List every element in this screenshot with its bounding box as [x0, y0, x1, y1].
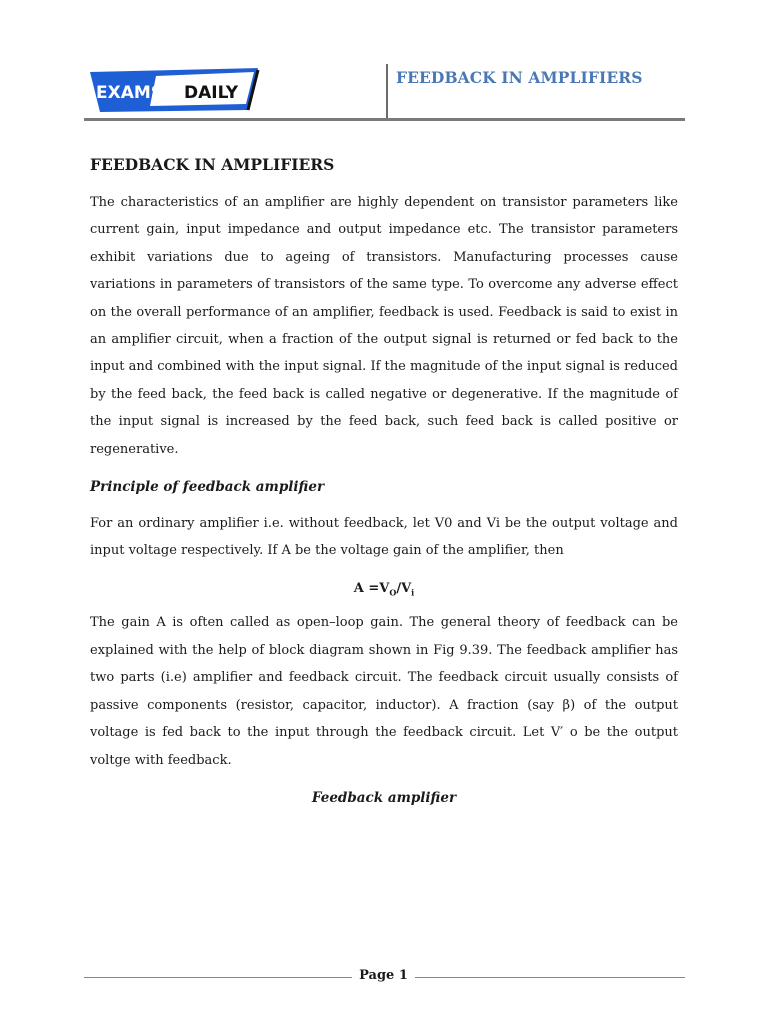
page-number: Page 1 [359, 968, 408, 983]
footer-line-left [84, 977, 352, 978]
equation-sub-i: i [411, 587, 415, 598]
section-subheading: Principle of feedback amplifier [90, 479, 325, 496]
equation-sub-o: O [389, 587, 397, 598]
svg-text:DAILY: DAILY [184, 83, 239, 103]
equation-lhs: A =V [353, 580, 390, 596]
document-title: FEEDBACK IN AMPLIFIERS [90, 155, 335, 174]
paragraph-intro: The characteristics of an amplifier are highly dependent on transistor parameters like current gain, input impedance and output impedance etc. The transistor parameters exhibit variations due to ageing of transistors. Manufacturing processes cause variations in parameters of transistors of the same type. To overcome any adverse effect on the overall performance of an amplifier, feedback is used. Feedback is said to exist in an amplifier circuit, when a fraction of the output signal is returned or fed back to the input and combined with the input signal. If the magnitude of the input signal is reduced by the feed back, the feed back is called negative or degenerative. If the magnitude of the input signal is increased by the feed back, such feed back is called positive or regenerative. [90, 195, 678, 457]
svg-text:EXAMS: EXAMS [96, 83, 164, 103]
paragraph-open-loop: The gain A is often called as open–loop gain. The general theory of feedback can be explained with the help of block diagram shown in Fig 9.39. The feedback amplifier has two parts (i.e) amplifier and feedback circuit. The feedback circuit usually consists of passive components (resistor, capacitor, inductor). A fraction (say β) of the output voltage is fed back to the input through the feedback circuit. Let V′ o be the output voltge with feedback. [90, 615, 678, 768]
header-title: FEEDBACK IN AMPLIFIERS [396, 68, 643, 87]
paragraph-principle: For an ordinary amplifier i.e. without feedback, let V0 and Vi be the output voltage and input voltage respectively. If A be the voltage gain of the amplifier, then [90, 516, 678, 559]
document-body [90, 155, 678, 806]
gain-equation [90, 581, 678, 598]
page-header [0, 0, 768, 125]
header-divider [386, 64, 388, 118]
equation-mid: /V [396, 580, 412, 596]
exams-daily-logo [86, 66, 264, 114]
header-rule [84, 118, 685, 121]
figure-caption: Feedback amplifier [311, 789, 457, 806]
footer-line-right [415, 977, 685, 978]
